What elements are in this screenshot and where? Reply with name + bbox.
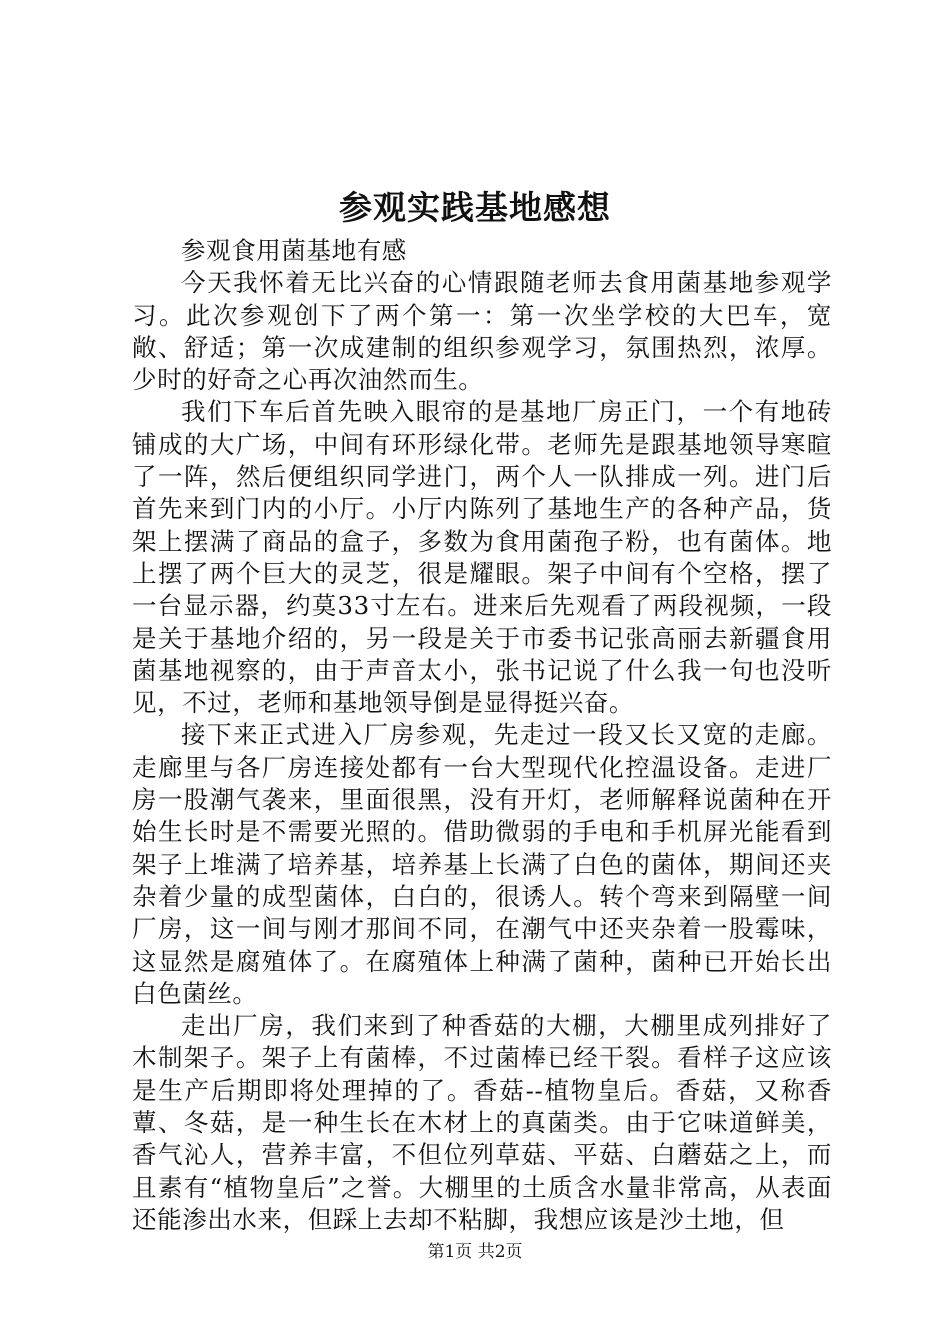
paragraph: 接下来正式进入厂房参观，先走过一段又长又宽的走廊。走廊里与各厂房连接处都有一台大型现代化控温设备。走进厂房一股潮气袭来，里面很黑，没有开灯，老师解释说菌种在开始生长时是不需要光照的。借助微弱的手电和手机屏光能看到架子上堆满了培养基，培养基上长满了白色的菌体，期间还夹杂着少量的成型菌体，白白的，很诱人。转个弯来到隔壁一间厂房，这一间与刚才那间不同，在潮气中还夹杂着一股霉味，这显然是腐殖体了。在腐殖体上种满了菌种，菌种已开始长出白色菌丝。	[132, 720, 832, 1008]
paragraph: 我们下车后首先映入眼帘的是基地厂房正门，一个有地砖铺成的大广场，中间有环形绿化带。老师先是跟基地领导寒暄了一阵，然后便组织同学进门，两个人一队排成一列。进门后首先来到门内的小厅。小厅内陈列了基地生产的各种产品，货架上摆满了商品的盒子，多数为食用菌孢子粉，也有菌体。地上摆了两个巨大的灵芝，很是耀眼。架子中间有个空格，摆了一台显示器，约莫33寸左右。进来后先观看了两段视频，一段是关于基地介绍的，另一段是关于市委书记张高丽去新疆食用菌基地视察的，由于声音太小，张书记说了什么我一句也没听见，不过，老师和基地领导倒是显得挺兴奋。	[132, 397, 832, 718]
page-number-footer: 第1页 共2页	[427, 1242, 523, 1262]
paragraph: 走出厂房，我们来到了种香菇的大棚，大棚里成列排好了木制架子。架子上有菌棒，不过菌棒已经干裂。看样子这应该是生产后期即将处理掉的了。香菇--植物皇后。香菇，又称香蕈、冬菇，是一种生长在木材上的真菌类。由于它味道鲜美，香气沁人，营养丰富，不但位列草菇、平菇、白蘑菇之上，而且素有“植物皇后”之誉。大棚里的土质含水量非常高，从表面还能渗出水来，但踩上去却不粘脚，我想应该是沙土地，但	[132, 1011, 832, 1234]
document-body	[132, 235, 832, 1236]
document-title: 参观实践基地感想	[339, 188, 611, 227]
paragraph: 今天我怀着无比兴奋的心情跟随老师去食用菌基地参观学习。此次参观创下了两个第一：第一次坐学校的大巴车，宽敞、舒适；第一次成建制的组织参观学习，氛围热烈，浓厚。少时的好奇之心再次油然而生。	[132, 268, 832, 395]
paragraph-subtitle: 参观食用菌基地有感	[181, 236, 407, 265]
